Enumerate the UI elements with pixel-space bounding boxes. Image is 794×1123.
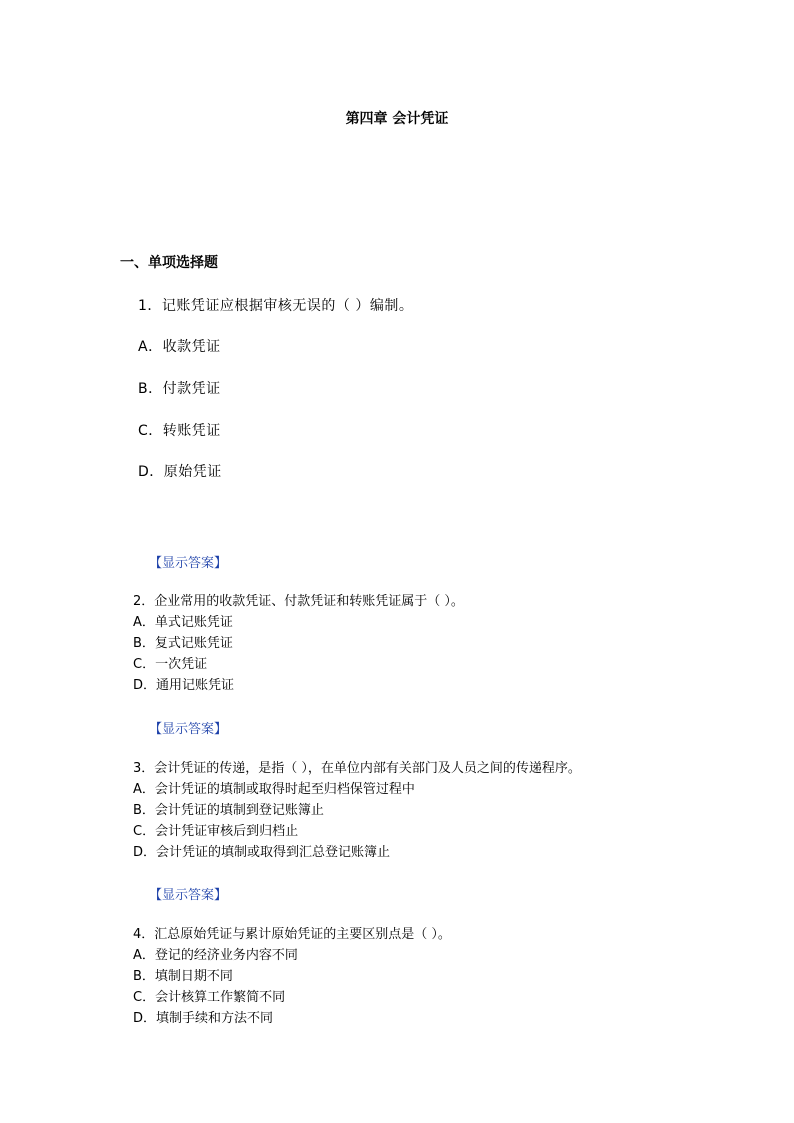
show-answer-button[interactable]: 【显示答案】	[149, 722, 228, 737]
option-d: D．会计凭证的填制或取得到汇总登记账簿止	[133, 845, 391, 860]
option-c: C．转账凭证	[138, 423, 221, 439]
option-d: D．填制手续和方法不同	[133, 1011, 274, 1026]
option-b: B．填制日期不同	[133, 969, 233, 984]
option-c: C．一次凭证	[133, 657, 208, 672]
page-title: 第四章 会计凭证	[345, 111, 449, 127]
option-a: A．登记的经济业务内容不同	[133, 948, 298, 963]
question-stem: 3．会计凭证的传递，是指（ ），在单位内部有关部门及人员之间的传递程序。	[133, 761, 581, 776]
show-answer-button[interactable]: 【显示答案】	[149, 888, 228, 903]
option-b: B．会计凭证的填制到登记账簿止	[133, 803, 324, 818]
question-stem: 1．记账凭证应根据审核无误的（ ）编制。	[138, 298, 414, 314]
option-c: C．会计核算工作繁简不同	[133, 990, 286, 1005]
option-a: A．收款凭证	[138, 339, 221, 355]
option-c: C．会计凭证审核后到归档止	[133, 824, 299, 839]
option-a: A．单式记账凭证	[133, 615, 233, 630]
option-b: B．付款凭证	[138, 381, 221, 397]
question-stem: 4．汇总原始凭证与累计原始凭证的主要区别点是（ ）。	[133, 927, 451, 942]
option-d: D．通用记账凭证	[133, 678, 235, 693]
question-stem: 2．企业常用的收款凭证、付款凭证和转账凭证属于（ ）。	[133, 594, 464, 609]
option-a: A．会计凭证的填制或取得时起至归档保管过程中	[133, 782, 415, 797]
option-d: D．原始凭证	[138, 464, 222, 480]
section-heading: 一、单项选择题	[120, 255, 218, 271]
show-answer-button[interactable]: 【显示答案】	[149, 556, 228, 571]
option-b: B．复式记账凭证	[133, 636, 233, 651]
